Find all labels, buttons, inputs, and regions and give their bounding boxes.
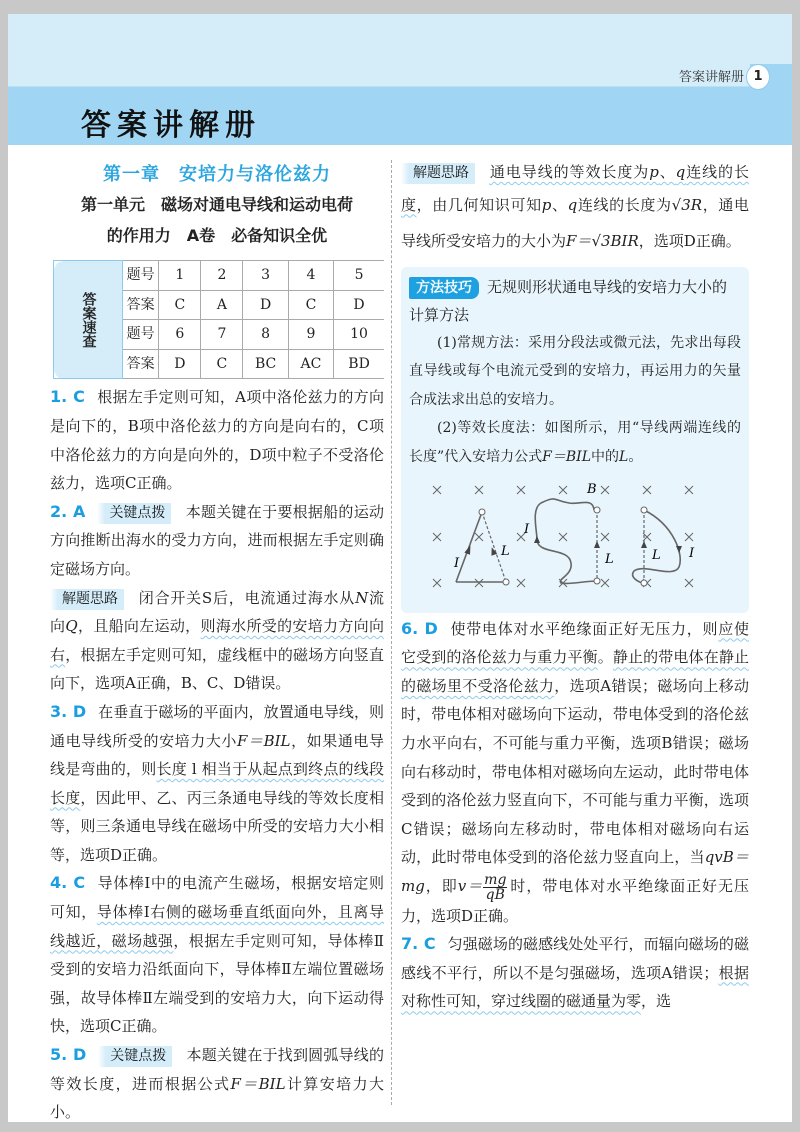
wire-endpoint bbox=[641, 507, 647, 513]
table-cell: BD bbox=[334, 349, 384, 379]
running-head: 答案讲解册 bbox=[678, 70, 744, 85]
quick-answer-label: 答案速查 bbox=[54, 261, 123, 379]
key-point-tag: 关键点拨 bbox=[97, 503, 171, 524]
text-run: ，因此甲、乙、丙三条通电导线的等效长度相等，则三条通电导线在磁场中所受的安培力大小相等，选项D正确。 bbox=[50, 788, 384, 864]
table-cell: 3 bbox=[243, 261, 288, 291]
figure-label-L: L bbox=[652, 548, 661, 564]
figure-label-L: L bbox=[605, 552, 614, 568]
answer-label: 1. C bbox=[50, 387, 85, 407]
wire-endpoint bbox=[594, 507, 600, 513]
current-arrow-icon bbox=[676, 546, 682, 553]
answer-label: 4. C bbox=[50, 873, 86, 893]
fraction-denominator: qB bbox=[485, 886, 505, 903]
cross-mark-icon bbox=[475, 533, 483, 541]
math-var: q bbox=[567, 195, 578, 214]
method-tips-box bbox=[401, 267, 749, 613]
formula: F＝BIL bbox=[230, 1074, 286, 1093]
underlined-text: 静止的带电体在静止的磁场里不受洛伦兹力 bbox=[401, 648, 749, 695]
wire-segment bbox=[456, 512, 482, 582]
header-band bbox=[8, 14, 792, 87]
table-cell: BC bbox=[243, 349, 288, 379]
formula: qvB＝mg bbox=[401, 848, 749, 896]
method-paragraph-2 bbox=[409, 414, 741, 471]
cross-mark-icon bbox=[601, 579, 609, 587]
equivalent-length-figure bbox=[409, 475, 749, 595]
wire-endpoint bbox=[503, 579, 509, 585]
column-divider bbox=[391, 160, 392, 1105]
cross-mark-icon bbox=[559, 533, 567, 541]
table-cell: D bbox=[159, 349, 201, 379]
unit-title-line-1: 第一单元 磁场对通电导线和运动电荷 bbox=[80, 195, 353, 214]
text-run: 。 bbox=[597, 648, 613, 667]
unit-title-line-2: 的作用力 A卷 必备知识全优 bbox=[106, 226, 328, 245]
wire-curve bbox=[633, 510, 681, 583]
solution-idea-tag: 解题思路 bbox=[50, 589, 124, 610]
text-run: 计算安培力大小。 bbox=[50, 1074, 384, 1122]
current-arrow-icon bbox=[534, 536, 540, 543]
solution-idea-2 bbox=[50, 584, 384, 698]
cross-mark-icon bbox=[475, 579, 483, 587]
solution-idea-tag: 解题思路 bbox=[401, 163, 475, 184]
cross-mark-icon bbox=[433, 486, 441, 494]
table-cell: 6 bbox=[159, 320, 201, 350]
underlined-text: 连线的长度 bbox=[401, 163, 749, 214]
cross-mark-icon bbox=[685, 533, 693, 541]
wire-endpoint bbox=[641, 580, 647, 586]
table-cell: D bbox=[243, 290, 288, 320]
underlined-text: 通电导线的等效长度为 bbox=[489, 163, 650, 181]
text-run: ，即 bbox=[424, 877, 458, 896]
book-title: 答案讲解册 bbox=[81, 108, 261, 143]
text-run: ，选项A错误；磁场向上移动时，带电体相对磁场向下运动，带电体受到的洛伦兹力水平向右，不可能与重力平衡，选项B错误；磁场向右移动时，带电体相对磁场向左运动，此时带电体受到的洛伦兹力竖直向下，不可能与重力平衡，选项C错误；磁场向左移动时，带电体相对磁场向右运动，此时带电体受到的洛伦兹力竖直向上，当 bbox=[401, 676, 749, 867]
figure-label-I: I bbox=[454, 556, 460, 572]
underlined-text: 、 bbox=[658, 163, 676, 181]
formula: √3BIR bbox=[591, 231, 639, 250]
text-run: 、 bbox=[551, 195, 568, 214]
cross-mark-icon bbox=[601, 486, 609, 494]
row-header: 题号 bbox=[123, 320, 159, 350]
table-cell: 5 bbox=[334, 261, 384, 291]
math-var: Q bbox=[65, 617, 78, 636]
method-tips-tag: 方法技巧 bbox=[409, 277, 479, 299]
math-var: q bbox=[675, 163, 686, 181]
table-cell: D bbox=[334, 290, 384, 320]
quick-answer-table bbox=[53, 260, 384, 379]
method-tips-title: 无规则形状通电导线的安培力大小的计算方法 bbox=[409, 277, 728, 324]
answer-label: 3. D bbox=[50, 701, 87, 721]
text-run: ，由几何知识可知 bbox=[416, 195, 542, 214]
text-run: ，通电导线所受安培力的大小为 bbox=[401, 195, 749, 250]
table-cell: 8 bbox=[243, 320, 288, 350]
answer-label: 2. A bbox=[50, 501, 86, 521]
fraction-mg-over-qB bbox=[483, 873, 507, 902]
cross-mark-icon bbox=[643, 486, 651, 494]
math-var: p bbox=[541, 195, 552, 214]
left-column bbox=[50, 158, 384, 1127]
current-arrow-icon bbox=[594, 541, 600, 548]
text-run: ，选 bbox=[641, 992, 672, 1011]
table-cell: 9 bbox=[288, 320, 333, 350]
figure-label-I: I bbox=[689, 546, 695, 562]
text-run: 在垂直于磁场的平面内，放置通电导线，则通电导线所受的安培力大小 bbox=[50, 702, 384, 750]
table-cell: C bbox=[159, 290, 201, 320]
page-number: 1 bbox=[746, 64, 770, 90]
underlined-text: 根据对称性可知，穿过线圈的磁通量为零 bbox=[401, 963, 749, 1011]
key-point-tag: 关键点拨 bbox=[98, 1046, 172, 1067]
text-run: 中的 bbox=[591, 448, 620, 465]
formula: F＝ bbox=[566, 231, 592, 250]
answer-3 bbox=[50, 698, 384, 870]
table-cell: 10 bbox=[334, 320, 384, 350]
underlined-text: 则海水所受的安培力方向向右 bbox=[50, 617, 384, 664]
row-header: 答案 bbox=[123, 290, 159, 320]
underlined-text: 应使它受到的洛伦兹力与重力平衡 bbox=[401, 619, 749, 667]
cross-mark-icon bbox=[517, 486, 525, 494]
answer-4 bbox=[50, 869, 384, 1041]
cross-mark-icon bbox=[685, 486, 693, 494]
answer-1 bbox=[50, 383, 384, 497]
figure-label-B: B bbox=[587, 482, 597, 498]
table-cell: 4 bbox=[288, 261, 333, 291]
table-cell: C bbox=[201, 349, 243, 379]
method-paragraph-1: (1)常规方法：采用分段法或微元法，先求出每段直导线或每个电流元受到的安培力，再运用力的矢量合成法求出总的安培力。 bbox=[409, 334, 741, 408]
formula: √3R bbox=[671, 195, 703, 214]
underlined-text: 导体棒Ⅰ右侧的磁场垂直纸面向外，且离导线越近，磁场越强 bbox=[50, 903, 384, 950]
text-run: 导体棒Ⅰ中的电流产生磁场，根据安培定则可知， bbox=[50, 874, 384, 922]
text-run: 本题关键在于找到圆弧导线的等效长度，进而根据公式 bbox=[50, 1046, 384, 1093]
table-cell: AC bbox=[288, 349, 333, 379]
cross-mark-icon bbox=[433, 579, 441, 587]
table-row bbox=[54, 261, 385, 291]
underlined-text: 长度 l 相当于从起点到终点的线段长度 bbox=[50, 760, 384, 807]
text-run: 流向 bbox=[50, 588, 384, 636]
cross-mark-icon bbox=[601, 533, 609, 541]
answer-text: 根据左手定则可知，A项中洛伦兹力的方向是向下的，B项中洛伦兹力的方向是向右的，C项中洛伦兹力的方向是向外的，D项中粒子不受洛伦兹力，选项C正确。 bbox=[50, 388, 384, 493]
text-run: ，选项D正确。 bbox=[638, 231, 741, 250]
table-cell: A bbox=[201, 290, 243, 320]
wire-endpoint bbox=[594, 578, 600, 584]
answer-7 bbox=[401, 930, 749, 1016]
table-cell: 2 bbox=[201, 261, 243, 291]
text-run: 使带电体对水平绝缘面正好无压力，则 bbox=[449, 619, 719, 638]
cross-mark-icon bbox=[685, 579, 693, 587]
table-cell: C bbox=[288, 290, 333, 320]
row-header: 题号 bbox=[123, 261, 159, 291]
text-run: (2)等效长度法：如图所示，用“导线两端连线的长度”代入安培力公式 bbox=[409, 420, 741, 465]
answer-label: 5. D bbox=[50, 1045, 87, 1065]
answer-label: 6. D bbox=[401, 618, 438, 638]
formula: v＝ bbox=[457, 877, 484, 896]
table-cell: 1 bbox=[159, 261, 201, 291]
text-run: 闭合开关S后，电流通过海水从 bbox=[138, 588, 356, 607]
table-cell: 7 bbox=[201, 320, 243, 350]
text-run: ，且船向左运动， bbox=[77, 617, 201, 636]
text-run: 连线的长度为 bbox=[577, 195, 672, 214]
key-point-text: 本题关键在于要根据船的运动方向推断出海水的受力方向，进而根据左手定则确定磁场方向。 bbox=[50, 502, 384, 578]
math-var: p bbox=[649, 163, 659, 181]
math-var: N bbox=[355, 588, 369, 607]
figure-label-L: L bbox=[501, 544, 510, 560]
text-run: ，根据左手定则可知，导体棒Ⅱ受到的安培力沿纸面向下，导体棒Ⅱ左端位置磁场强，故导体棒Ⅱ左端受到的安培力大，向下运动得快，选项C正确。 bbox=[50, 931, 384, 1036]
cross-mark-icon bbox=[475, 486, 483, 494]
fraction-numerator: mg bbox=[484, 871, 507, 888]
answer-2 bbox=[50, 498, 384, 584]
text-run: ，如果通电导线是弯曲的，则 bbox=[50, 731, 384, 779]
wire-curve bbox=[535, 499, 597, 584]
right-column bbox=[401, 158, 749, 1016]
cross-mark-icon bbox=[433, 533, 441, 541]
text-run: 时，带电体对水平绝缘面正好无压力，选项D正确。 bbox=[401, 877, 749, 925]
math-var: L bbox=[619, 448, 629, 465]
answer-5 bbox=[50, 1041, 384, 1127]
answer-6 bbox=[401, 615, 749, 930]
row-header: 答案 bbox=[123, 349, 159, 379]
cross-mark-icon bbox=[559, 486, 567, 494]
cross-mark-icon bbox=[517, 579, 525, 587]
current-arrow-icon bbox=[641, 541, 647, 548]
solution-idea-5 bbox=[401, 158, 749, 259]
formula: F＝BIL bbox=[237, 731, 291, 750]
text-run: 。 bbox=[628, 448, 643, 465]
figure-label-I: I bbox=[524, 522, 530, 538]
chapter-title: 第一章 安培力与洛伦兹力 bbox=[103, 164, 331, 185]
text-run: ，根据左手定则可知，虚线框中的磁场方向竖直向下，选项A正确，B、C、D错误。 bbox=[50, 645, 384, 693]
text-run: 匀强磁场的磁感线处处平行，而辐向磁场的磁感线不平行，所以不是匀强磁场，选项A错误； bbox=[401, 935, 749, 982]
answer-label: 7. C bbox=[401, 934, 436, 954]
wire-endpoint bbox=[479, 509, 485, 515]
formula: F＝BIL bbox=[542, 448, 592, 465]
